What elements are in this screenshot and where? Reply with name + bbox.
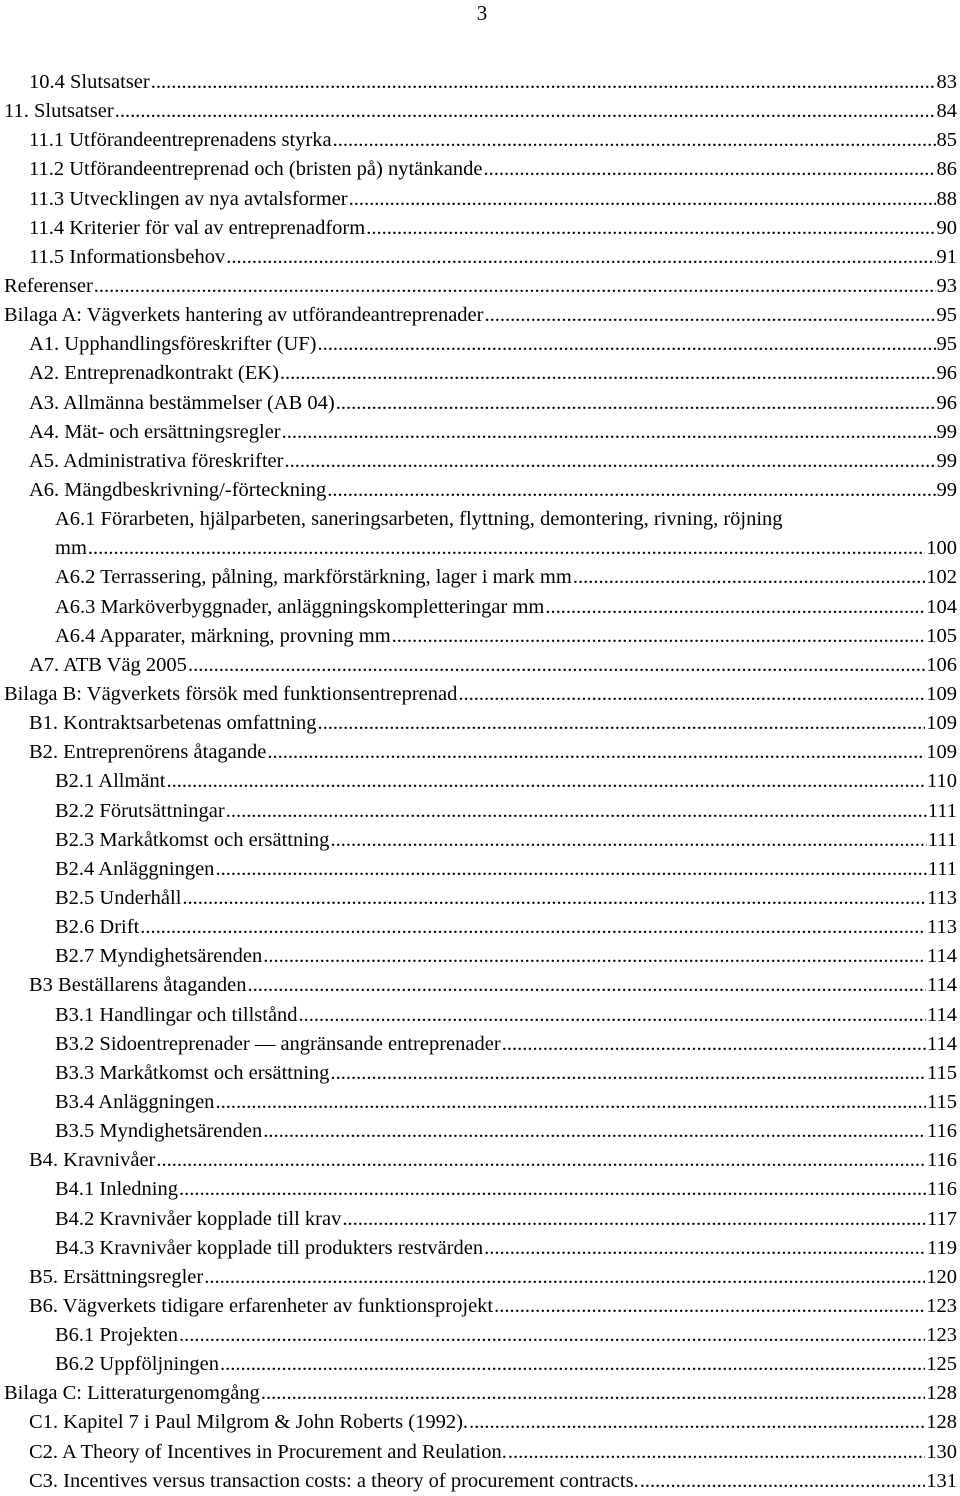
dot-leader xyxy=(263,942,926,971)
dot-leader xyxy=(573,563,925,592)
toc-entry-page: 105 xyxy=(926,624,957,647)
toc-entry-title: B5. Ersättningsregler xyxy=(29,1265,204,1288)
toc-entry[interactable] xyxy=(0,1467,960,1496)
toc-entry[interactable] xyxy=(0,126,960,155)
dot-leader xyxy=(115,97,936,126)
dot-leader xyxy=(318,709,926,738)
toc-entry-title: B2.4 Anläggningen xyxy=(55,857,215,880)
dot-leader xyxy=(247,971,926,1000)
toc-entry-title: Bilaga C: Litteraturgenomgång xyxy=(4,1382,260,1405)
dot-leader xyxy=(263,1117,926,1146)
toc-entry-title: mm xyxy=(55,537,87,560)
toc-entry-title: 11.3 Utvecklingen av nya avtalsformer xyxy=(29,187,348,210)
toc-entry-title: B3.4 Anläggningen xyxy=(55,1090,215,1113)
toc-entry-page: 88 xyxy=(936,187,957,210)
toc-entry-page: 114 xyxy=(927,1003,957,1026)
dot-leader xyxy=(336,389,936,418)
dot-leader xyxy=(88,534,925,563)
dot-leader xyxy=(282,418,936,447)
toc-entry[interactable] xyxy=(0,418,960,447)
dot-leader xyxy=(330,826,926,855)
toc-entry[interactable] xyxy=(0,651,960,680)
toc-entry-page: 104 xyxy=(926,595,957,618)
dot-leader xyxy=(508,1438,925,1467)
toc-entry-page: 102 xyxy=(926,566,957,589)
toc-entry-page: 114 xyxy=(927,945,957,968)
dot-leader xyxy=(392,622,926,651)
toc-entry[interactable] xyxy=(0,330,960,359)
toc-entry[interactable] xyxy=(0,359,960,388)
toc-entry-page: 109 xyxy=(926,682,957,705)
dot-leader xyxy=(366,214,935,243)
toc-entry[interactable] xyxy=(0,1438,960,1467)
toc-entry-title: C3. Incentives versus transaction costs: a theory of procurement contracts. xyxy=(29,1469,639,1492)
toc-entry-title: A6. Mängdbeskrivning/-förteckning xyxy=(29,478,327,501)
dot-leader xyxy=(284,447,935,476)
dot-leader xyxy=(226,797,927,826)
toc-entry[interactable] xyxy=(0,1350,960,1379)
toc-entry[interactable] xyxy=(0,185,960,214)
toc-entry[interactable] xyxy=(0,593,960,622)
toc-entry-title: Referenser xyxy=(4,274,93,297)
toc-entry[interactable] xyxy=(0,797,960,826)
toc-entry-title: B6.1 Projekten xyxy=(55,1324,178,1347)
dot-leader xyxy=(349,185,936,214)
toc-entry[interactable] xyxy=(0,884,960,913)
toc-entry-page: 114 xyxy=(927,1032,957,1055)
dot-leader xyxy=(215,855,926,884)
toc-entry-title-line1: A6.1 Förarbeten, hjälparbeten, saneringsarbeten, flyttning, demontering, rivning, röjning xyxy=(55,508,783,531)
toc-entry[interactable] xyxy=(0,826,960,855)
toc-entry-title: B2.7 Myndighetsärenden xyxy=(55,945,263,968)
toc-entry-title: B3 Beställarens åtaganden xyxy=(29,974,247,997)
toc-entry-page: 117 xyxy=(927,1207,957,1230)
dot-leader xyxy=(494,1292,925,1321)
toc-entry[interactable] xyxy=(0,476,960,505)
toc-entry[interactable] xyxy=(0,1001,960,1030)
toc-entry-title: A2. Entreprenadkontrakt (EK) xyxy=(29,362,279,385)
toc-entry-title: 10.4 Slutsatser xyxy=(29,71,150,93)
toc-entry-title: 11.5 Informationsbehov xyxy=(29,245,226,268)
toc-entry[interactable] xyxy=(0,680,960,709)
toc-entry-title: B1. Kontraktsarbetenas omfattning xyxy=(29,712,317,735)
toc-entry-page: 96 xyxy=(936,391,957,414)
toc-entry[interactable] xyxy=(0,1117,960,1146)
toc-entry-title: B3.5 Myndighetsärenden xyxy=(55,1120,263,1143)
dot-leader xyxy=(188,651,925,680)
toc-entry[interactable] xyxy=(0,855,960,884)
dot-leader xyxy=(327,476,935,505)
toc-entry-page: 131 xyxy=(926,1469,957,1492)
toc-entry-title: 11. Slutsatser xyxy=(4,100,114,123)
toc-entry-title: B3.3 Markåtkomst och ersättning xyxy=(55,1061,330,1084)
toc-entry-title: B2.2 Förutsättningar xyxy=(55,799,225,822)
dot-leader xyxy=(318,330,936,359)
dot-leader xyxy=(140,913,926,942)
toc-entry-page: 96 xyxy=(936,362,957,385)
toc-entry-page: 106 xyxy=(926,653,957,676)
dot-leader xyxy=(204,1263,925,1292)
toc-entry[interactable] xyxy=(0,1030,960,1059)
toc-entry-page: 120 xyxy=(926,1265,957,1288)
dot-leader xyxy=(333,126,936,155)
toc-entry[interactable] xyxy=(0,505,960,563)
toc-entry[interactable] xyxy=(0,709,960,738)
page-number: 3 xyxy=(476,1,488,25)
toc-entry[interactable] xyxy=(0,1059,960,1088)
dot-leader xyxy=(226,243,935,272)
table-of-contents xyxy=(0,68,960,1496)
toc-entry-page: 128 xyxy=(926,1411,957,1434)
toc-entry-title: 11.1 Utförandeentreprenadens styrka xyxy=(29,129,332,152)
toc-entry-title: C2. A Theory of Incentives in Procurement and Reulation. xyxy=(29,1440,507,1463)
toc-entry-title: B2.1 Allmänt xyxy=(55,770,166,793)
dot-leader xyxy=(179,1321,925,1350)
toc-entry-page: 113 xyxy=(927,886,957,909)
toc-entry-title: C1. Kapitel 7 i Paul Milgrom & John Roberts (1992). xyxy=(29,1411,469,1434)
dot-leader xyxy=(267,738,925,767)
toc-entry-page: 115 xyxy=(927,1090,957,1113)
toc-entry[interactable] xyxy=(0,1088,960,1117)
dot-leader xyxy=(94,272,936,301)
toc-entry-title: B6.2 Uppföljningen xyxy=(55,1353,219,1376)
toc-entry-page: 115 xyxy=(927,1061,957,1084)
toc-entry-page: 93 xyxy=(936,274,957,297)
toc-entry-page: 123 xyxy=(926,1324,957,1347)
toc-entry[interactable] xyxy=(0,1205,960,1234)
toc-entry-page: 95 xyxy=(936,304,957,327)
toc-entry-page: 113 xyxy=(927,916,957,939)
toc-entry-page: 116 xyxy=(927,1178,957,1201)
toc-entry-title: B3.2 Sidoentreprenader — angränsande entreprenader xyxy=(55,1032,501,1055)
toc-entry[interactable] xyxy=(0,155,960,184)
toc-entry-title: A5. Administrativa föreskrifter xyxy=(29,449,284,472)
toc-entry[interactable] xyxy=(0,1408,960,1437)
toc-entry-page: 125 xyxy=(926,1353,957,1376)
toc-entry-title: B3.1 Handlingar och tillstånd xyxy=(55,1003,298,1026)
toc-entry-title: A6.3 Marköverbyggnader, anläggningskompletteringar mm xyxy=(55,595,545,618)
toc-entry-page: 128 xyxy=(926,1382,957,1405)
dot-leader xyxy=(182,884,926,913)
toc-entry-title: Bilaga A: Vägverkets hantering av utförandeantreprenader xyxy=(4,304,484,327)
toc-entry-page: 99 xyxy=(936,478,957,501)
toc-entry-page: 109 xyxy=(926,712,957,735)
toc-entry[interactable] xyxy=(0,243,960,272)
dot-leader xyxy=(469,1408,925,1437)
toc-entry-title: A7. ATB Väg 2005 xyxy=(29,653,187,676)
toc-entry-page: 111 xyxy=(927,799,957,822)
dot-leader xyxy=(156,1146,926,1175)
dot-leader xyxy=(299,1001,926,1030)
dot-leader xyxy=(179,1175,926,1204)
toc-entry-title: A6.2 Terrassering, pålning, markförstärkning, lager i mark mm xyxy=(55,566,572,589)
toc-entry-page: 130 xyxy=(926,1440,957,1463)
toc-entry-title: 11.2 Utförandeentreprenad och (bristen på) nytänkande xyxy=(29,158,483,181)
toc-entry[interactable] xyxy=(0,971,960,1000)
toc-entry[interactable] xyxy=(0,913,960,942)
toc-entry[interactable] xyxy=(0,214,960,243)
dot-leader xyxy=(215,1088,926,1117)
toc-entry-page: 95 xyxy=(936,333,957,356)
dot-leader xyxy=(458,680,925,709)
toc-entry[interactable] xyxy=(0,1292,960,1321)
toc-entry-title: B4.1 Inledning xyxy=(55,1178,178,1201)
toc-entry-title: B2.6 Drift xyxy=(55,916,140,939)
toc-entry-page: 90 xyxy=(936,216,957,239)
toc-entry[interactable] xyxy=(0,272,960,301)
toc-entry[interactable] xyxy=(0,1175,960,1204)
toc-entry[interactable] xyxy=(0,767,960,796)
toc-entry-page: 99 xyxy=(936,420,957,443)
toc-entry-page: 119 xyxy=(927,1236,957,1259)
toc-entry-title: B6. Vägverkets tidigare erfarenheter av funktionsprojekt xyxy=(29,1294,494,1317)
toc-entry[interactable] xyxy=(0,97,960,126)
toc-entry[interactable] xyxy=(0,389,960,418)
toc-entry-page: 91 xyxy=(936,245,957,268)
toc-entry-title: A1. Upphandlingsföreskrifter (UF) xyxy=(29,333,317,356)
toc-entry[interactable] xyxy=(0,738,960,767)
toc-entry[interactable] xyxy=(0,563,960,592)
dot-leader xyxy=(483,155,935,184)
toc-entry-title: B2. Entreprenörens åtagande xyxy=(29,741,267,764)
toc-entry-page: 123 xyxy=(926,1294,957,1317)
toc-entry-title: B2.3 Markåtkomst och ersättning xyxy=(55,828,330,851)
toc-entry[interactable] xyxy=(0,622,960,651)
toc-entry-title: A6.4 Apparater, märkning, provning mm xyxy=(55,624,391,647)
toc-entry-page: 100 xyxy=(926,537,957,560)
dot-leader xyxy=(151,68,936,97)
toc-entry-page: 86 xyxy=(936,158,957,181)
dot-leader xyxy=(280,359,936,388)
toc-entry-page: 111 xyxy=(927,857,957,880)
dot-leader xyxy=(166,767,926,796)
toc-entry-title: B4.3 Kravnivåer kopplade till produkters restvärden xyxy=(55,1236,484,1259)
toc-entry-title: Bilaga B: Vägverkets försök med funktionsentreprenad xyxy=(4,682,458,705)
toc-entry[interactable] xyxy=(0,68,960,97)
toc-entry-title: A3. Allmänna bestämmelser (AB 04) xyxy=(29,391,335,414)
dot-leader xyxy=(220,1350,925,1379)
toc-entry-title: B4. Kravnivåer xyxy=(29,1149,156,1172)
toc-entry-title: 11.4 Kriterier för val av entreprenadform xyxy=(29,216,366,239)
toc-entry-title: B2.5 Underhåll xyxy=(55,886,182,909)
toc-entry-title: A4. Mät- och ersättningsregler xyxy=(29,420,281,443)
dot-leader xyxy=(261,1379,925,1408)
toc-entry-title: B4.2 Kravnivåer kopplade till krav xyxy=(55,1207,342,1230)
toc-entry-page: 83 xyxy=(936,71,957,93)
toc-entry[interactable] xyxy=(0,1146,960,1175)
toc-entry[interactable] xyxy=(0,1379,960,1408)
toc-entry-page: 109 xyxy=(926,741,957,764)
toc-entry[interactable] xyxy=(0,1321,960,1350)
toc-entry-page: 116 xyxy=(927,1149,957,1172)
dot-leader xyxy=(545,593,925,622)
toc-entry-page: 99 xyxy=(936,449,957,472)
toc-entry[interactable] xyxy=(0,301,960,330)
toc-entry-page: 111 xyxy=(927,828,957,851)
dot-leader xyxy=(502,1030,926,1059)
toc-entry-page: 114 xyxy=(927,974,957,997)
dot-leader xyxy=(484,301,935,330)
toc-entry[interactable] xyxy=(0,447,960,476)
dot-leader xyxy=(342,1205,926,1234)
dot-leader xyxy=(484,1234,926,1263)
dot-leader xyxy=(640,1467,926,1496)
toc-entry-page: 116 xyxy=(927,1120,957,1143)
toc-entry[interactable] xyxy=(0,1263,960,1292)
toc-entry-page: 110 xyxy=(927,770,957,793)
toc-entry[interactable] xyxy=(0,942,960,971)
toc-entry-page: 84 xyxy=(936,100,957,123)
dot-leader xyxy=(330,1059,926,1088)
toc-entry[interactable] xyxy=(0,1234,960,1263)
toc-entry-page: 85 xyxy=(936,129,957,152)
